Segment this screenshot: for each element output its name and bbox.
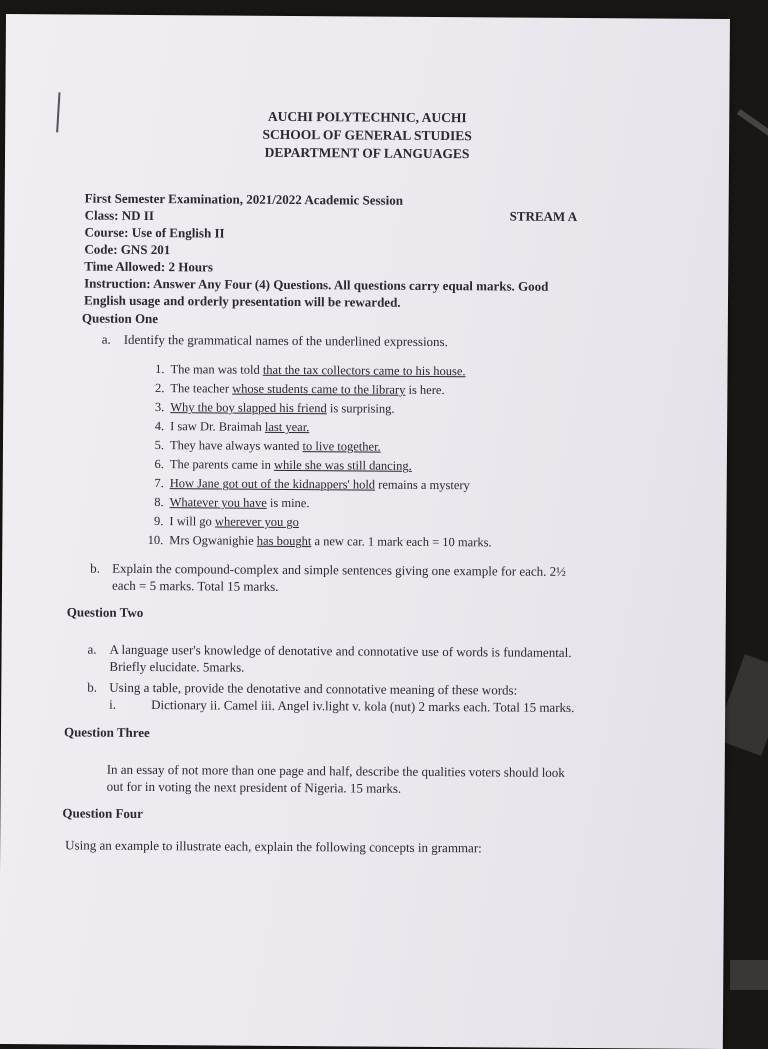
part-text: Identify the grammatical names of the underlined expressions. bbox=[124, 332, 448, 349]
question-item bbox=[136, 493, 492, 514]
part-label: a. bbox=[102, 331, 124, 348]
question-four-title: Question Four bbox=[62, 805, 143, 822]
school-name: SCHOOL OF GENERAL STUDIES bbox=[5, 124, 729, 147]
question-item bbox=[136, 379, 492, 400]
question-one-items bbox=[135, 360, 493, 552]
item-number: 10. bbox=[135, 531, 163, 550]
question-item bbox=[135, 512, 491, 533]
underlined-expression: Whatever you have bbox=[170, 495, 267, 510]
question-three-text bbox=[107, 761, 565, 798]
item-text: is here. bbox=[405, 383, 444, 397]
exam-instruction bbox=[84, 275, 624, 313]
item-text: They have always wanted bbox=[170, 438, 303, 453]
exam-class: Class: ND II bbox=[85, 207, 625, 228]
question-one-part-b bbox=[90, 560, 566, 597]
part-label: a. bbox=[88, 641, 110, 658]
department-name: DEPARTMENT OF LANGUAGES bbox=[5, 142, 729, 165]
item-number: 1. bbox=[136, 360, 164, 379]
underlined-expression: last year. bbox=[265, 420, 310, 434]
part-text: each = 5 marks. Total 15 marks. bbox=[90, 577, 566, 597]
item-text: The parents came in bbox=[170, 457, 274, 472]
question-text-line: In an essay of not more than one page and half, describe the qualities voters should look bbox=[107, 761, 565, 781]
question-two-part-a bbox=[87, 641, 571, 678]
item-text: The teacher bbox=[170, 381, 232, 395]
question-item bbox=[136, 398, 492, 419]
question-item bbox=[136, 436, 492, 457]
exam-header bbox=[5, 106, 729, 165]
item-number: 3. bbox=[136, 398, 164, 417]
underlined-expression: whose students came to the library bbox=[232, 382, 405, 397]
instruction-line: Instruction: Answer Any Four (4) Questions. All questions carry equal marks. Good bbox=[84, 275, 624, 296]
item-number: 2. bbox=[136, 379, 164, 398]
sub-label: i. bbox=[109, 696, 151, 713]
exam-time: Time Allowed: 2 Hours bbox=[84, 258, 624, 279]
exam-paper bbox=[0, 14, 730, 1049]
item-text: a new car. 1 mark each = 10 marks. bbox=[311, 534, 491, 549]
part-text: Briefly elucidate. 5marks. bbox=[87, 658, 571, 678]
question-text-line: out for in voting the next president of Nigeria. 15 marks. bbox=[107, 778, 565, 798]
question-two-part-b bbox=[87, 679, 574, 716]
item-text: is surprising. bbox=[327, 401, 395, 415]
exam-code: Code: GNS 201 bbox=[84, 241, 624, 262]
underlined-expression: How Jane got out of the kidnappers' hold bbox=[170, 476, 375, 491]
instruction-line: English usage and orderly presentation will be rewarded. bbox=[84, 292, 624, 313]
question-one-title: Question One bbox=[82, 311, 158, 328]
item-number: 4. bbox=[136, 417, 164, 436]
part-text: A language user's knowledge of denotative and connotative use of words is fundamental. bbox=[110, 642, 572, 660]
underlined-expression: that the tax collectors came to his house. bbox=[263, 363, 466, 378]
item-text: I saw Dr. Braimah bbox=[170, 419, 265, 434]
item-number: 7. bbox=[136, 474, 164, 493]
item-number: 5. bbox=[136, 436, 164, 455]
item-text: Mrs Ogwanighie bbox=[169, 533, 257, 548]
question-item bbox=[136, 417, 492, 438]
item-text: I will go bbox=[169, 514, 215, 528]
item-text: remains a mystery bbox=[375, 478, 470, 493]
part-text: Explain the compound-complex and simple sentences giving one example for each. 2½ bbox=[112, 561, 566, 579]
part-label: b. bbox=[90, 560, 112, 577]
background-marble-streak bbox=[730, 960, 768, 990]
part-label: b. bbox=[87, 679, 109, 696]
exam-session: First Semester Examination, 2021/2022 Academic Session bbox=[85, 190, 625, 211]
item-text: The man was told bbox=[170, 362, 262, 377]
background-marble-streak bbox=[737, 109, 768, 137]
question-item bbox=[136, 474, 492, 495]
underlined-expression: wherever you go bbox=[215, 514, 299, 529]
item-text: is mine. bbox=[267, 496, 310, 510]
stream-label: STREAM A bbox=[510, 209, 578, 225]
question-item bbox=[136, 360, 492, 381]
question-item bbox=[136, 455, 492, 476]
question-two-title: Question Two bbox=[67, 604, 144, 621]
item-number: 8. bbox=[136, 493, 164, 512]
underlined-expression: to live together. bbox=[303, 439, 381, 454]
exam-course: Course: Use of English II bbox=[84, 224, 624, 245]
item-number: 6. bbox=[136, 455, 164, 474]
underlined-expression: while she was still dancing. bbox=[274, 458, 412, 473]
part-text: Dictionary ii. Camel iii. Angel iv.light v. kola (nut) 2 marks each. Total 15 marks. bbox=[151, 697, 574, 715]
question-item bbox=[135, 531, 491, 552]
question-four-text: Using an example to illustrate each, explain the following concepts in grammar: bbox=[65, 836, 482, 856]
question-three-title: Question Three bbox=[64, 724, 150, 741]
question-one-part-a bbox=[102, 331, 448, 350]
underlined-expression: has bought bbox=[257, 534, 312, 548]
underlined-expression: Why the boy slapped his friend bbox=[170, 400, 327, 415]
part-text: Using a table, provide the denotative and connotative meaning of these words: bbox=[109, 680, 517, 698]
institution-name: AUCHI POLYTECHNIC, AUCHI bbox=[5, 106, 729, 129]
item-number: 9. bbox=[135, 512, 163, 531]
